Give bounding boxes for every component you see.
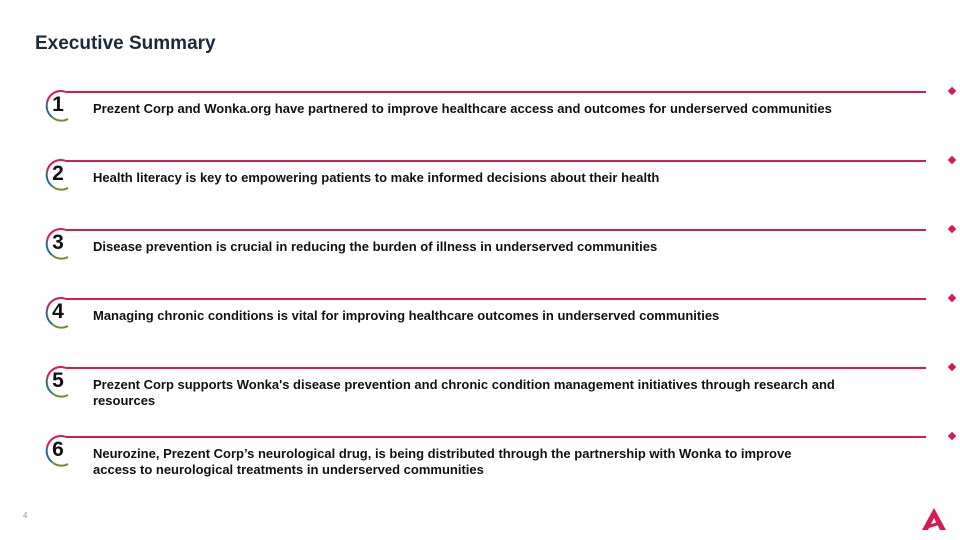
item-text: Prezent Corp supports Wonka's disease prevention and chronic condition management initiatives through research and resources [93, 377, 835, 408]
divider-line [66, 367, 926, 369]
diamond-marker-icon [948, 225, 956, 233]
divider-line [66, 160, 926, 162]
divider-line [66, 91, 926, 93]
summary-item [40, 436, 940, 486]
item-text: Managing chronic conditions is vital for improving healthcare outcomes in underserved communities [93, 308, 720, 323]
divider-line [66, 436, 926, 438]
item-text: Prezent Corp and Wonka.org have partnered to improve healthcare access and outcomes for underserved communities [93, 101, 832, 116]
diamond-marker-icon [948, 294, 956, 302]
summary-item [40, 367, 940, 417]
diamond-marker-icon [948, 87, 956, 95]
summary-item [40, 160, 940, 210]
divider-line [66, 298, 926, 300]
item-text: Neurozine, Prezent Corp’s neurological drug, is being distributed through the partnership with Wonka to improve access to neurological treatments in underserved communities [93, 446, 792, 477]
diamond-marker-icon [948, 432, 956, 440]
diamond-marker-icon [948, 363, 956, 371]
item-number: 3 [52, 231, 64, 254]
summary-item [40, 298, 940, 348]
page-number: 4 [23, 511, 28, 520]
summary-item [40, 91, 940, 141]
item-number: 5 [52, 369, 64, 392]
item-number: 4 [52, 300, 64, 323]
item-number: 6 [52, 438, 64, 461]
brand-a-logo-icon [920, 506, 948, 532]
summary-item [40, 229, 940, 279]
slide-title: Executive Summary [35, 33, 216, 54]
item-text: Health literacy is key to empowering patients to make informed decisions about their health [93, 170, 660, 185]
item-number: 2 [52, 162, 64, 185]
item-text: Disease prevention is crucial in reducing the burden of illness in underserved communities [93, 239, 658, 254]
diamond-marker-icon [948, 156, 956, 164]
divider-line [66, 229, 926, 231]
item-number: 1 [52, 93, 64, 116]
